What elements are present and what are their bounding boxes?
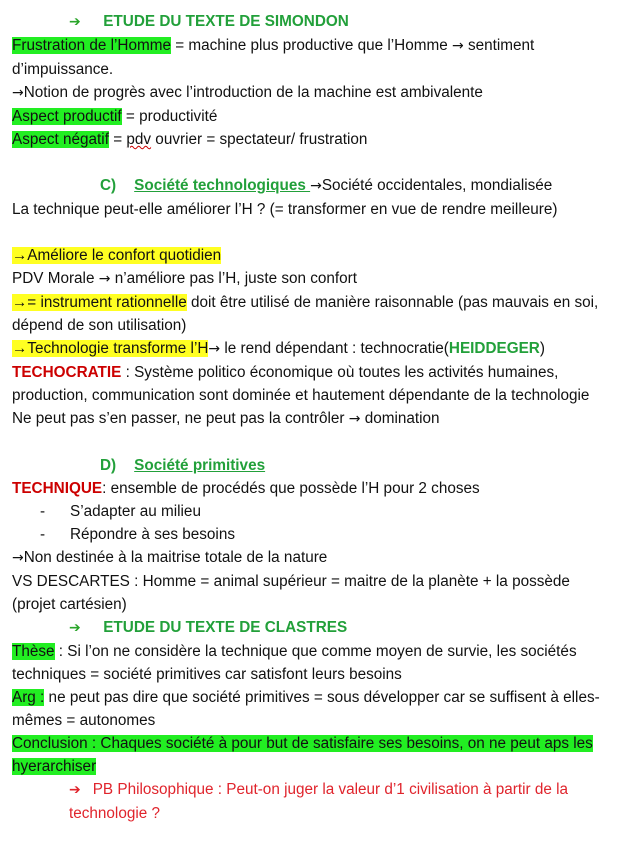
text: VS DESCARTES : Homme = animal supérieur = maitre de la planète + la possède (projet cartésien) xyxy=(12,573,570,613)
arrow-icon: ➔ xyxy=(69,782,81,798)
heading-simondon xyxy=(12,10,612,34)
arrow-icon: ➔ xyxy=(69,620,81,636)
section-title: Société technologiques xyxy=(134,177,311,194)
highlight-term: Arg : xyxy=(12,689,45,706)
paragraph-frustration xyxy=(12,34,612,81)
section-title: Société primitives xyxy=(134,457,266,474)
text: Notion de progrès avec l’introduction de la machine est ambivalente xyxy=(23,84,483,101)
arrow-icon: → xyxy=(208,341,221,357)
text: domination xyxy=(360,410,440,427)
highlight-term: Thèse xyxy=(12,643,55,660)
highlight-term: Aspect négatif xyxy=(12,131,109,148)
text: n’améliore pas l’H, juste son confort xyxy=(110,270,358,287)
text: : ensemble de procédés que possède l’H pour 2 choses xyxy=(102,480,480,497)
highlight-term: Aspect productif xyxy=(12,108,122,125)
heading-clastres xyxy=(12,616,612,640)
paragraph-pb-philosophique xyxy=(12,778,612,825)
text: PDV Morale xyxy=(12,270,99,287)
text: Répondre à ses besoins xyxy=(70,526,235,543)
text: La technique peut-elle améliorer l’H ? (= transformer en vue de rendre meilleure) xyxy=(12,201,558,218)
text: doit être utilisé de manière raisonnable (pas mauvais en soi, dépend de son utilisation) xyxy=(12,294,599,334)
arrow-icon: → xyxy=(12,85,24,101)
term-technique: TECHNIQUE xyxy=(12,480,103,497)
arrow-icon: → xyxy=(12,550,24,566)
list-item xyxy=(12,523,612,546)
text: : Système politico économique où toutes les activités humaines, production, communication sont dominée et hautement dépendante de la technologie xyxy=(12,364,590,404)
paragraph-technique xyxy=(12,477,612,500)
arrow-icon: → xyxy=(451,38,464,54)
text: Non destinée à la maitrise totale de la nature xyxy=(23,549,328,566)
spellcheck-word: pdv xyxy=(126,131,152,148)
text: le rend dépendant : technocratie( xyxy=(220,340,449,357)
text: S’adapter au milieu xyxy=(70,503,201,520)
paragraph-aspect-negatif xyxy=(12,128,612,151)
paragraph-conclusion xyxy=(12,732,612,778)
text: PB Philosophique : Peut-on juger la valeur d’1 civilisation à partir de la technologie ? xyxy=(69,781,569,822)
text: sentiment d’impuissance. xyxy=(12,37,535,78)
text: = productivité xyxy=(121,108,218,125)
text: ne peut pas dire que société primitives = sous développer car se suffisent à elles-mêmes = autonomes xyxy=(12,689,600,729)
text: : Si l’on ne considère la technique que comme moyen de survie, les sociétés techniques = société primitives car satisfont leurs besoins xyxy=(12,643,577,683)
highlight-term: →Améliore le confort quotidien xyxy=(12,247,222,264)
arrow-icon: → xyxy=(310,178,322,194)
text: Société occidentales, mondialisée xyxy=(321,177,553,194)
paragraph-confort xyxy=(12,244,612,267)
section-label: C) xyxy=(100,177,117,194)
paragraph-question xyxy=(12,198,612,221)
section-d-heading xyxy=(12,454,612,477)
document-page xyxy=(12,10,612,825)
paragraph-instrument xyxy=(12,291,612,337)
text: ouvrier = spectateur/ frustration xyxy=(151,131,368,148)
text: Ne peut pas s’en passer, ne peut pas la contrôler xyxy=(12,410,349,427)
heading-text: ETUDE DU TEXTE DE SIMONDON xyxy=(103,13,349,30)
arrow-icon: → xyxy=(348,411,361,427)
arrow-icon: → xyxy=(98,271,111,287)
text: = xyxy=(108,131,127,148)
paragraph-pdv-morale xyxy=(12,267,612,291)
text: = machine plus productive que l’Homme xyxy=(170,37,452,54)
paragraph-progres xyxy=(12,81,612,105)
term-technocratie: TECHOCRATIE xyxy=(12,364,122,381)
paragraph-domination xyxy=(12,407,612,431)
list-item xyxy=(12,500,612,523)
paragraph-aspect-productif xyxy=(12,105,612,128)
paragraph-technologie xyxy=(12,337,612,361)
paragraph-technocratie xyxy=(12,361,612,407)
bullet-dash: - xyxy=(40,526,46,543)
paragraph-arg xyxy=(12,686,612,732)
bullet-dash: - xyxy=(40,503,46,520)
paragraph-nature xyxy=(12,546,612,570)
highlight-term: →= instrument rationnelle xyxy=(12,294,187,311)
highlight-term: Conclusion : Chaques société à pour but de satisfaire ses besoins, on ne peut aps les hyerarchiser xyxy=(12,735,593,775)
text: ) xyxy=(539,340,545,357)
heading-text: ETUDE DU TEXTE DE CLASTRES xyxy=(103,619,348,636)
highlight-term: →Technologie transforme l’H xyxy=(12,340,209,357)
highlight-term: Frustration de l’Homme xyxy=(12,37,171,54)
section-label: D) xyxy=(100,457,117,474)
author-name: HEIDDEGER xyxy=(448,340,540,357)
arrow-icon: ➔ xyxy=(69,14,81,30)
paragraph-these xyxy=(12,640,612,686)
paragraph-descartes xyxy=(12,570,612,616)
section-c-heading xyxy=(12,174,612,198)
